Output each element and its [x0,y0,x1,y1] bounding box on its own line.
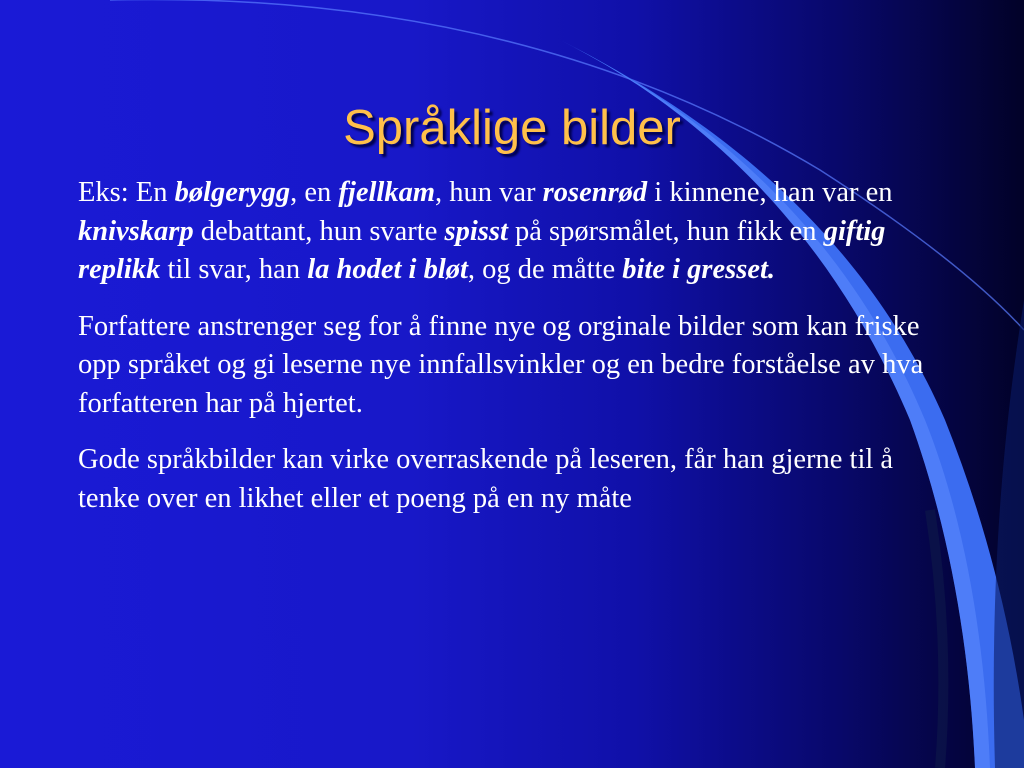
right-dark-band [994,300,1024,768]
emphasized-phrase: rosenrød [542,177,648,208]
emphasized-phrase: giftig replikk [78,215,886,285]
slide-body [78,174,938,536]
text-run: debattant, hun svarte [193,215,445,247]
text-run: , og de måtte [467,254,623,285]
emphasized-phrase: spisst [444,215,508,247]
emphasized-phrase: fjellkam [338,177,435,208]
text-run: , hun var [435,177,543,208]
text-run: i kinnene, han var en [647,177,893,208]
body-paragraph-1 [78,174,938,290]
text-run: på spørsmålet, hun fikk en [507,215,824,247]
emphasized-phrase: knivskarp [78,215,194,247]
emphasized-phrase: la hodet i bløt [307,254,468,285]
text-run: Eks: En [78,177,175,208]
emphasized-phrase: bølgerygg [174,177,291,208]
emphasized-phrase: bite i gresset. [622,254,776,285]
text-run: , en [290,177,339,208]
lower-arc-line [930,510,943,768]
slide-title: Språklige bilder [343,101,681,155]
text-run: til svar, han [160,254,308,285]
body-paragraph-2: Forfattere anstrenger seg for å finne nye og orginale bilder som kan friske opp språket og gi leserne nye innfallsvinkler og en bedre forståelse av hva forfatteren har på hjertet. [78,310,924,419]
body-paragraph-3: Gode språkbilder kan virke overraskende på leseren, får han gjerne til å tenke over en likhet eller et poeng på en ny måte [78,444,894,514]
